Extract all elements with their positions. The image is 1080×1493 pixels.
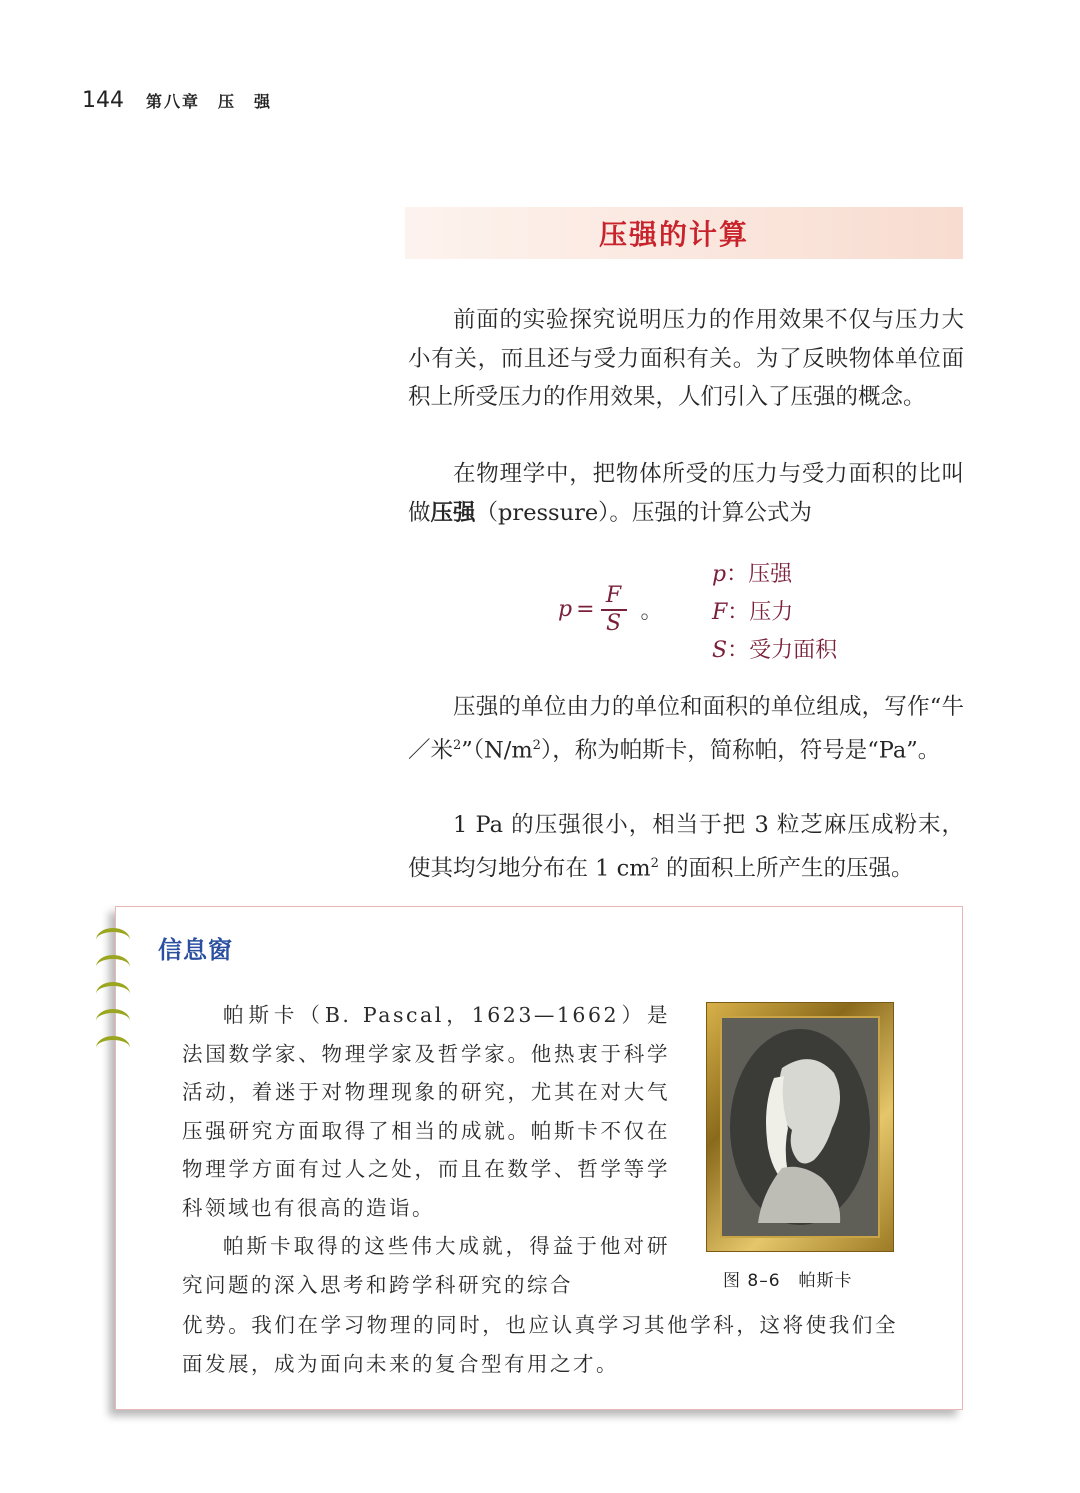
legend-symbol: p xyxy=(712,562,727,587)
legend-desc: ：受力面积 xyxy=(727,638,838,663)
paragraph-4 xyxy=(408,806,964,888)
formula-fraction xyxy=(601,584,627,636)
legend-symbol: S xyxy=(712,638,728,663)
binder-rings-icon xyxy=(96,928,136,1063)
paragraph-3 xyxy=(408,688,964,770)
formula-legend xyxy=(712,556,837,670)
legend-item-p xyxy=(712,556,837,594)
info-paragraph-2-start: 帕斯卡取得的这些伟大成就，得益于他对研究问题的深入思考和跨学科研究的综合 xyxy=(182,1234,670,1297)
info-paragraph-1-text: 帕斯卡（B. Pascal，1623—1662）是法国数学家、物理学家及哲学家。他热衷于科学活动，着迷于对物理现象的研究，尤其在对大气压强研究方面取得了相当的成就。帕斯卡不仅在物理学方面有过人之处，而且在数学、哲学等学科领域也有很高的造诣。 xyxy=(182,1003,670,1220)
ring xyxy=(96,982,130,1006)
chapter-title: 第八章 压 强 xyxy=(146,92,273,111)
ring xyxy=(96,1036,130,1060)
pascal-portrait xyxy=(706,1002,894,1252)
formula-denominator: S xyxy=(605,610,622,636)
formula-numerator: F xyxy=(605,583,622,608)
ring xyxy=(96,1009,130,1033)
legend-desc: ：压强 xyxy=(726,562,793,587)
section-banner xyxy=(405,207,963,259)
page-number: 144 xyxy=(82,88,124,113)
ring xyxy=(96,928,130,952)
legend-item-f xyxy=(712,594,837,632)
paragraph-2-after: （pressure）。压强的计算公式为 xyxy=(475,499,812,526)
info-paragraph-2-end xyxy=(182,1306,898,1383)
formula-tail: 。 xyxy=(640,599,663,625)
superscript: 2 xyxy=(650,855,659,871)
info-paragraph-2-end-text: 优势。我们在学习物理的同时，也应认真学习其他学科，这将使我们全面发展，成为面向未来的复合型有用之才。 xyxy=(182,1313,898,1376)
legend-symbol: F xyxy=(712,600,728,625)
formula-equals: = xyxy=(576,597,595,623)
figure-caption: 图 8–6 帕斯卡 xyxy=(723,1271,853,1291)
paragraph-3-part-b: ”（N/m xyxy=(461,737,533,763)
paragraph-4-part-a: 1 Pa 的压强很小，相当于把 3 粒芝麻压成粉末，使其均匀地分布在 1 cm xyxy=(408,812,964,881)
pressure-term: 压强 xyxy=(430,499,476,526)
paragraph-4-part-b: 的面积上所产生的压强。 xyxy=(658,855,914,881)
portrait-figure-icon xyxy=(722,1018,878,1236)
ring xyxy=(96,955,130,979)
info-window-title: 信息窗 xyxy=(158,936,233,964)
superscript: 2 xyxy=(453,737,462,753)
paragraph-1-text: 前面的实验探究说明压力的作用效果不仅与压力大小有关，而且还与受力面积有关。为了反映物体单位面积上所受压力的作用效果，人们引入了压强的概念。 xyxy=(408,307,964,410)
paragraph-2-before: 在物理学中，把物体所受的压力与受力面积的比叫做 xyxy=(408,461,964,526)
legend-item-s xyxy=(712,632,837,670)
superscript: 2 xyxy=(532,737,541,753)
paragraph-1 xyxy=(408,301,964,417)
legend-desc: ：压力 xyxy=(727,600,794,625)
paragraph-2 xyxy=(408,455,964,532)
formula-lhs: p xyxy=(558,597,573,623)
paragraph-3-part-a: 压强的单位由力的单位和面积的单位组成，写作“牛／米 xyxy=(408,694,964,763)
paragraph-3-part-c: ），称为帕斯卡，简称帕，符号是“Pa”。 xyxy=(540,737,941,763)
page-header xyxy=(82,88,272,113)
info-paragraph-1 xyxy=(182,996,670,1304)
section-title: 压强的计算 xyxy=(598,218,749,251)
pressure-formula xyxy=(558,584,663,636)
